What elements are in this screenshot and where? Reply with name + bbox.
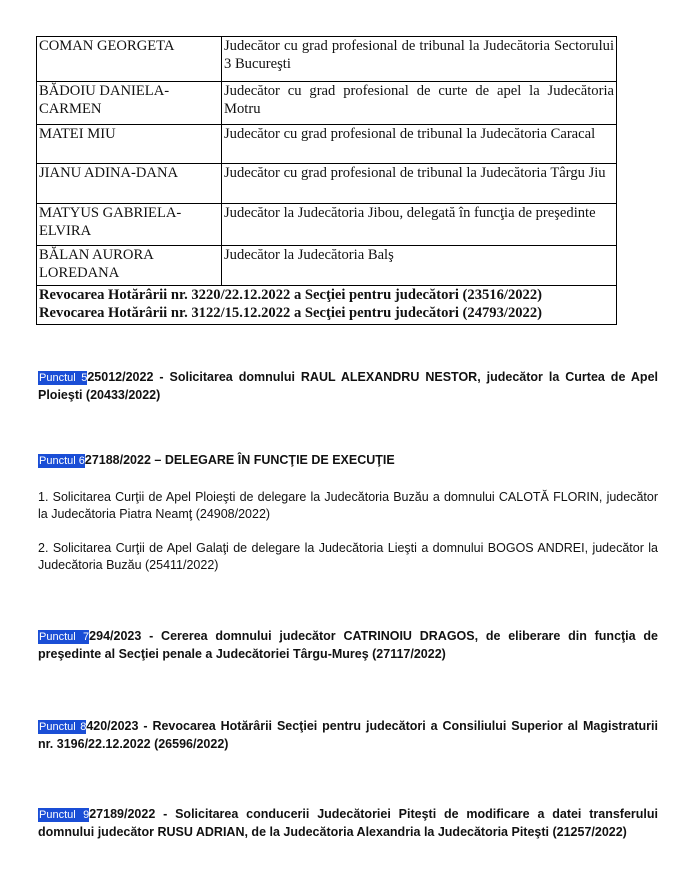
table-row xyxy=(37,82,617,125)
point-number: 420/2023 xyxy=(86,719,139,733)
table-row xyxy=(37,37,617,82)
agenda-point-5 xyxy=(38,369,658,404)
revocare-line: Revocarea Hotărârii nr. 3220/22.12.2022 a Secţiei pentru judecători (23516/2022) xyxy=(39,287,542,303)
point-label: Punctul 7 xyxy=(39,631,90,643)
point-text: - Solicitarea domnului RAUL ALEXANDRU NESTOR, judecător la Curtea de Apel Ploieşti (20433/2022) xyxy=(38,370,658,402)
point-label: Punctul 5 xyxy=(39,372,88,384)
point-text: - Revocarea Hotărârii Secţiei pentru judecători a Consiliului Superior al Magistraturii nr. 3196/22.12.2022 (26596/2022) xyxy=(38,719,658,751)
point-6-item: 1. Solicitarea Curţii de Apel Ploieşti de delegare la Judecătoria Buzău a domnului CALOTĂ FLORIN, judecător la Judecătoria Piatra Neamţ (24908/2022) xyxy=(38,490,658,521)
table-row xyxy=(37,125,617,164)
judge-name: MATEI MIU xyxy=(37,125,222,164)
judge-name: BĂDOIU DANIELA-CARMEN xyxy=(37,82,222,125)
point-number: 27188/2022 xyxy=(84,453,151,467)
agenda-point-7 xyxy=(38,628,658,663)
table-row xyxy=(37,246,617,286)
judge-role: Judecător cu grad profesional de curte de apel la Judecătoria Motru xyxy=(222,82,617,125)
agenda-point-8 xyxy=(38,718,658,753)
judge-name: BĂLAN AURORA LOREDANA xyxy=(37,246,222,286)
judges-table xyxy=(36,36,617,325)
judge-name: COMAN GEORGETA xyxy=(37,37,222,82)
judge-role: Judecător cu grad profesional de tribunal la Judecătoria Târgu Jiu xyxy=(222,164,617,204)
point-label: Punctul 8 xyxy=(39,721,87,733)
table-row-revocari xyxy=(37,286,617,325)
point-label: Punctul 9 xyxy=(39,809,90,821)
agenda-point-9 xyxy=(38,806,658,841)
point-text: - Cererea domnului judecător CATRINOIU DRAGOS, de eliberare din funcţia de preşedinte al Secţiei penale a Judecătoriei Târgu-Mureş (27117/2022) xyxy=(38,629,658,661)
point-6-item: 2. Solicitarea Curţii de Apel Galaţi de delegare la Judecătoria Lieşti a domnului BOGOS ANDREI, judecător la Judecătoria Buzău (25411/2022) xyxy=(38,541,658,572)
point-number: 25012/2022 xyxy=(87,370,154,384)
point-number: 27189/2022 xyxy=(89,807,156,821)
table-row xyxy=(37,164,617,204)
point-text: – DELEGARE ÎN FUNCŢIE DE EXECUŢIE xyxy=(150,453,395,467)
judge-name: JIANU ADINA-DANA xyxy=(37,164,222,204)
agenda-point-6 xyxy=(38,452,658,470)
judge-role: Judecător cu grad profesional de tribunal la Judecătoria Sectorului 3 Bucureşti xyxy=(222,37,617,82)
judge-role: Judecător la Judecătoria Jibou, delegată în funcţia de preşedinte xyxy=(222,204,617,246)
judge-role: Judecător la Judecătoria Balş xyxy=(222,246,617,286)
judge-role: Judecător cu grad profesional de tribunal la Judecătoria Caracal xyxy=(222,125,617,164)
judge-name: MATYUS GABRIELA-ELVIRA xyxy=(37,204,222,246)
revocari-cell xyxy=(37,286,617,325)
revocare-line: Revocarea Hotărârii nr. 3122/15.12.2022 a Secţiei pentru judecători (24793/2022) xyxy=(39,304,542,321)
table-row xyxy=(37,204,617,246)
point-label: Punctul 6 xyxy=(39,455,85,467)
point-number: 294/2023 xyxy=(89,629,142,643)
point-text: - Solicitarea conducerii Judecătoriei Piteşti de modificare a datei transferului domnului judecător RUSU ADRIAN, de la Judecătoria Alexandria la Judecătoria Piteşti (21257/2022) xyxy=(38,807,658,839)
